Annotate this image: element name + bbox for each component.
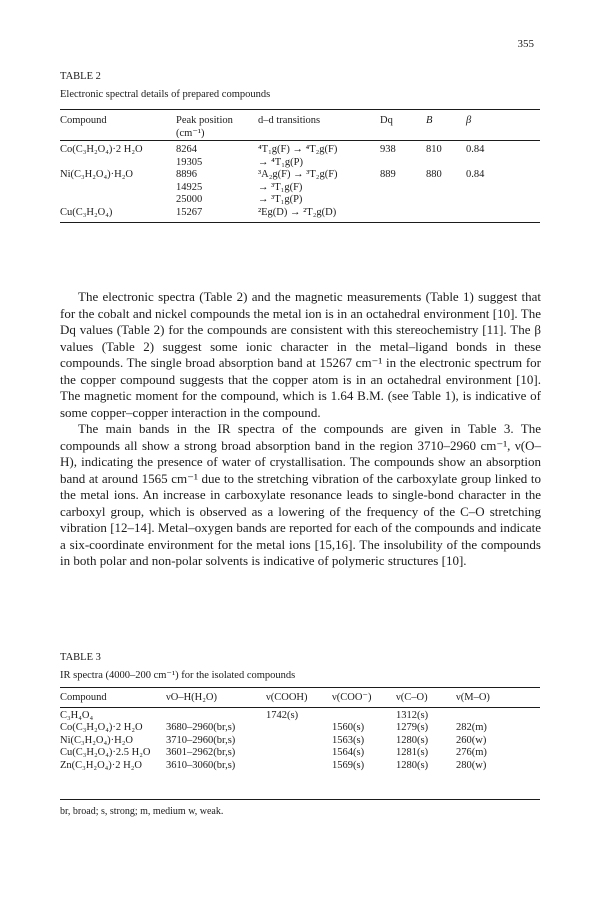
table2-cell: 938 [380,144,396,155]
table2-header: Compound [60,115,107,126]
table3-cell [266,735,332,748]
table3-row [60,747,540,760]
table2-cell: ⁴T₁g(F) → ⁴T₂g(F) [258,144,338,155]
table3-cell: 1563(s) [332,734,365,746]
table3-cell: 280(w) [456,759,487,771]
table2-cell [380,194,426,207]
table3-header: ν(C–O) [396,692,428,703]
table2-header: Dq [380,115,393,126]
table3-label: TABLE 3 [60,652,101,663]
table3-cell: 260(w) [456,734,487,746]
table2-cell: → ⁴T₁g(P) [258,156,303,168]
table3-cell: 282(m) [456,722,487,733]
table3-cell: 1742(s) [266,709,299,721]
table3-cell: 3710–2960(br,s) [166,734,236,746]
table3-cell: 3601–2962(br,s) [166,747,236,758]
table2-cell: 14925 [176,181,203,193]
table3-cell: 1569(s) [332,759,365,771]
table2-row [60,194,540,207]
table2-header: d–d transitions [258,115,321,126]
table3-cell [266,722,332,735]
table2-row [60,157,540,170]
table2-header: B [426,115,433,126]
table2-header: Peak position (cm⁻¹) [176,115,233,139]
table2-cell [60,157,176,170]
table3-header: ν(M–O) [456,692,490,703]
paragraph: The electronic spectra (Table 2) and the magnetic measurements (Table 1) suggest that for the cobalt and nickel compounds the metal ion is in an octahedral environment [10]. The Dq values (Table 2) for the compounds are consistent with this stereochemistry [11]. The β values (Table 2) suggest some ionic character in the metal–ligand bonds in these compounds. The single broad absorption band at 15267 cm⁻¹ in the electronic spectrum for the copper compound suggests that the copper atom is in an octahedral environment [10]. The magnetic moment for the compound, which is 1.64 B.M. (see Table 1), is indicative of some copper–copper interaction in the compound. [60,289,541,420]
table2-cell: Co(C₃H₂O₄)·2 H₂O [60,144,143,155]
table3-footnote: br, broad; s, strong; m, medium w, weak. [60,806,224,817]
paragraph: The main bands in the IR spectra of the compounds are given in Table 3. The compounds all show a strong broad absorption band in the region 3710–2960 cm⁻¹, ν(O–H), indicating the presence of water of crystallisation. The compounds show an absorption band at around 1565 cm⁻¹ due to the stretching vibration of the carboxylate group linked to the metal ions. An increase in carboxylate resonance leads to single-bond character in the carboxyl group, which is observed as a lowering of the frequency of the C–O stretching vibration [12–14]. Metal–oxygen bands are reported for each of the compounds and indicate a six-coordinate environment for the metal ions [15,16]. The insolubility of the compounds in both polar and non-polar solvents is indicative of polymeric structures [10]. [60,421,541,568]
table3-cell [266,760,332,776]
table2-cell [426,182,466,195]
table2-cell: 8896 [176,169,197,180]
table3-header: ν(COO⁻) [332,692,372,703]
table3-cell: Co(C₃H₂O₄)·2 H₂O [60,722,143,733]
table2-cell: → ³T₁g(F) [258,181,303,193]
table3-cell: 1564(s) [332,747,365,758]
table2-row [60,169,540,182]
table2-cell: 0.84 [466,144,485,155]
table2-caption: Electronic spectral details of prepared compounds [60,89,271,100]
table3-cell: Cu(C₃H₂O₄)·2.5 H₂O [60,747,151,758]
table2-cell: 8264 [176,144,197,155]
table2-cell [426,194,466,207]
table3-cell: 276(m) [456,747,487,758]
table3-cell: 1281(s) [396,747,429,758]
table3-header: Compound [60,692,107,703]
table3-cell: 1279(s) [396,722,429,733]
table2-cell: ³A₂g(F) → ³T₂g(F) [258,169,338,180]
table3-row [60,722,540,735]
table2-cell: 25000 [176,194,203,205]
table2-cell: 880 [426,169,442,180]
table3-row [60,735,540,748]
table2-cell [426,157,466,170]
table3-row [60,707,540,722]
table2-cell: 15267 [176,206,203,218]
table2-cell [426,207,466,223]
table3-cell: 3680–2960(br,s) [166,722,236,733]
table2-cell: 810 [426,144,442,155]
table2-row [60,141,540,157]
page-number: 355 [517,38,534,50]
table2-row [60,207,540,223]
table2-cell [60,194,176,207]
table2-cell: ²Eg(D) → ²T₂g(D) [258,206,337,218]
table3-cell: Zn(C₃H₂O₄)·2 H₂O [60,759,143,771]
table2-cell: → ³T₁g(P) [258,194,303,205]
body-text [60,289,541,570]
table2-cell [466,207,540,223]
table2-cell [60,182,176,195]
table2-cell [380,182,426,195]
table3 [60,687,540,775]
table3-cell [166,707,266,722]
table3-header: νO–H(H₂O) [166,692,217,703]
table3-cell: 1312(s) [396,709,429,721]
table3-cell: C₃H₄O₄ [60,709,94,721]
table3-cell: 3610–3060(br,s) [166,759,236,771]
table2-cell [380,207,426,223]
table2-cell [466,182,540,195]
table2-cell: 0.84 [466,169,485,180]
table2-cell: 889 [380,169,396,180]
table2 [60,109,540,223]
table3-cell: 1560(s) [332,722,365,733]
table2-row [60,182,540,195]
table2-cell: 19305 [176,156,203,168]
table2-unit: (cm⁻¹) [176,127,205,139]
table3-row [60,760,540,776]
table2-header: β [466,115,472,126]
table3-caption: IR spectra (4000–200 cm⁻¹) for the isolated compounds [60,670,296,681]
table3-cell: 1280(s) [396,734,429,746]
table3-cell [266,747,332,760]
table3-cell [456,707,540,722]
table3-header: ν(COOH) [266,692,308,703]
table3-bottom-rule [60,799,540,800]
table2-cell: Ni(C₃H₂O₄)·H₂O [60,169,133,180]
table3-cell: Ni(C₃H₂O₄)·H₂O [60,734,133,746]
table3-cell: 1280(s) [396,759,429,771]
table2-cell [466,157,540,170]
table3-cell [332,707,396,722]
table2-cell [466,194,540,207]
table2-label: TABLE 2 [60,71,101,82]
table2-cell: Cu(C₃H₂O₄) [60,206,113,218]
table2-cell [380,157,426,170]
